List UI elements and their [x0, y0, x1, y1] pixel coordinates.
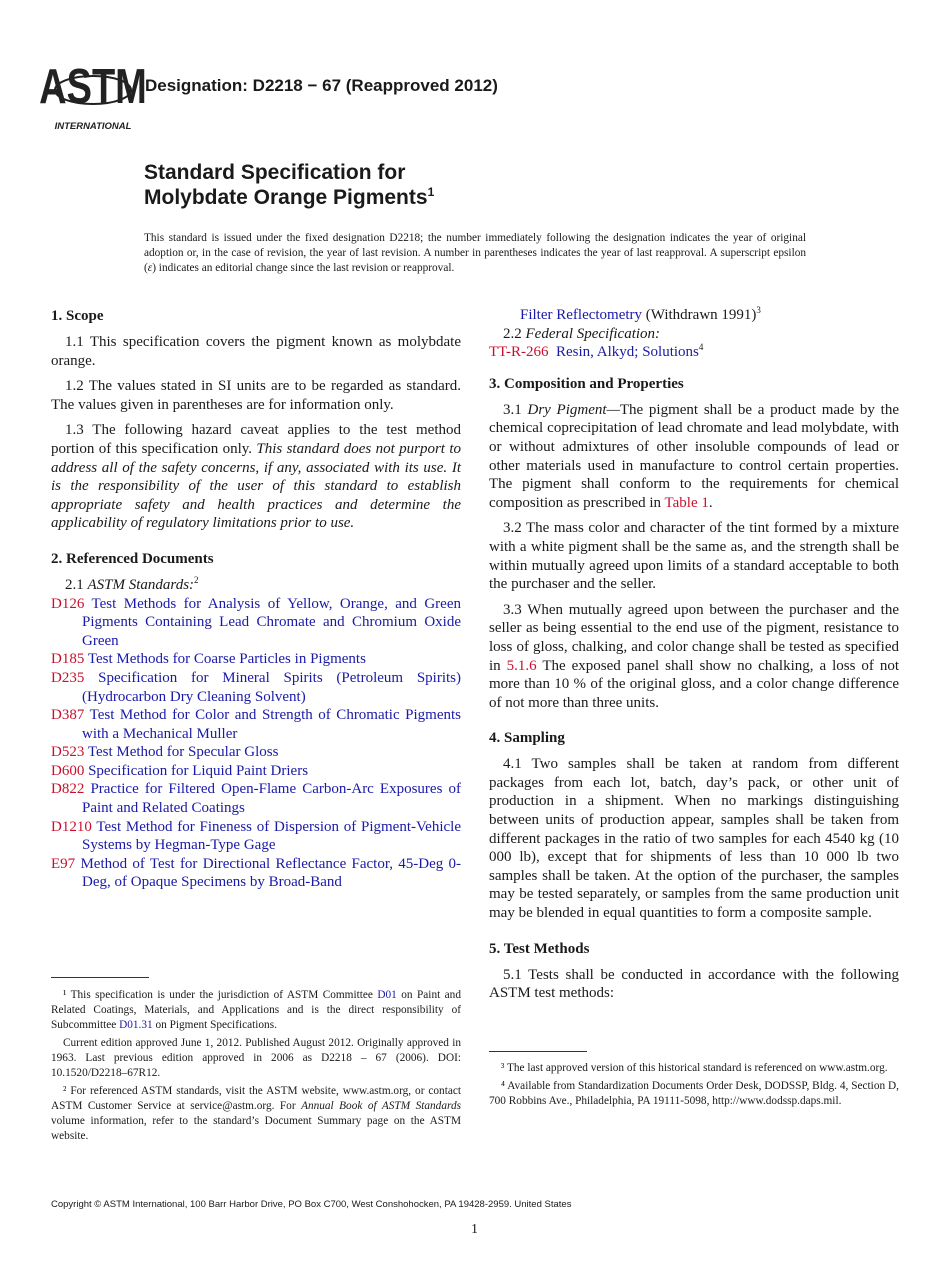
right-column: [489, 306, 899, 1010]
paragraph-4-1: 4.1 Two samples shall be taken at random from different packages from each lot, batch, day’s pack, or other unit of production in a shipment. When no markings distinguishing between units of production appear, samples shall be taken from different packages in the ratio of two samples for each 4540 kg (10 000 lb), except that for shipments of less than 10 000 lb two samples shall be taken. At the option of the purchaser, the samples may be tested separately, or samples from the same production unit may be blended in equal quantities to form a composite sample.: [489, 756, 899, 922]
epsilon: ε: [147, 262, 153, 274]
reference-code[interactable]: D1210: [51, 818, 92, 835]
reference-link[interactable]: Test Method for Fineness of Dispersion of Pigment-Vehicle Systems by Hegman-Type Gage: [82, 818, 461, 854]
subheading: Federal Specification:: [525, 325, 661, 342]
reference-link[interactable]: Test Methods for Analysis of Yellow, Orange, and Green Pigments Containing Lead Chromate and Chromium Oxide Green: [82, 595, 461, 649]
section-heading-composition: 3. Composition and Properties: [489, 375, 684, 392]
reference-code[interactable]: D822: [51, 781, 85, 798]
copyright-notice: Copyright © ASTM International, 100 Barr Harbor Drive, PO Box C700, West Conshohocken, PA 19428-2959. United States: [51, 1199, 572, 1210]
paragraph-3-2: 3.2 The mass color and character of the tint formed by a mixture with a white pigment shall be the same as, and the strength shall be within mutually agreed upon limits of a standard acceptable to both the purchaser and the seller.: [489, 520, 899, 593]
reference-link[interactable]: Test Methods for Coarse Particles in Pigments: [87, 651, 366, 668]
section-heading-test-methods: 5. Test Methods: [489, 940, 590, 957]
intro-note: [144, 231, 806, 276]
footnote-divider: [489, 1051, 587, 1052]
reference-link[interactable]: Resin, Alkyd; Solutions: [555, 344, 699, 361]
footnote-divider: [51, 977, 149, 978]
text: ² For referenced ASTM standards, visit the ASTM website, www.astm.org, or contact ASTM Customer Service at service@astm.org. For: [51, 1085, 461, 1112]
text: on Pigment Specifications.: [152, 1019, 277, 1031]
reference-item: [51, 669, 461, 706]
text: 3.3 When mutually agreed upon between the purchaser and the seller as being essential to the end use of the pigment, resistance to loss of gloss, chalking, and color change shall be tested as specified in: [489, 601, 899, 674]
footnote-ref[interactable]: 4: [698, 342, 704, 353]
text: 1.3 The following hazard caveat applies to the test method portion of this specification only.: [51, 422, 461, 457]
footnotes-left: [51, 988, 461, 1147]
section-heading-referenced-documents: 2. Referenced Documents: [51, 550, 214, 567]
footnote-2: [51, 1084, 461, 1144]
footnote-ref[interactable]: 1: [427, 185, 435, 199]
reference-item: [489, 343, 899, 362]
text: on Paint and Related Coatings, Materials, and Applications and is the direct responsibility of Subcommittee: [51, 989, 461, 1031]
table-link[interactable]: Table 1: [664, 494, 709, 511]
intro-text: ) indicates an editorial change since the last revision or reapproval.: [152, 262, 455, 274]
section-heading-sampling: 4. Sampling: [489, 730, 565, 747]
document-title: [144, 160, 434, 210]
text: The exposed panel shall show no chalking, a loss of not more than 10 % of the original gloss, and a color change difference of not more than three units.: [489, 657, 900, 711]
svg-text:ASTM: ASTM: [39, 59, 147, 115]
reference-item: [51, 780, 461, 817]
text: (Withdrawn 1991): [642, 307, 757, 323]
reference-link[interactable]: Method of Test for Directional Reflectance Factor, 45-Deg 0-Deg, of Opaque Specimens by Broad-Band: [80, 855, 462, 891]
reference-item: [51, 706, 461, 743]
reference-item: [51, 855, 461, 892]
designation: Designation: D2218 − 67 (Reapproved 2012): [145, 76, 498, 95]
committee-link[interactable]: D01: [377, 989, 397, 1001]
title-text: Molybdate Orange Pigments: [144, 186, 428, 209]
footnote-4: ⁴ Available from Standardization Documents Order Desk, DODSSP, Bldg. 4, Section D, 700 Robbins Ave., Philadelphia, PA 19111-5098, http://www.dodssp.daps.mil.: [489, 1080, 899, 1107]
reference-item: [51, 743, 461, 762]
text: Annual Book of ASTM Standards: [301, 1100, 461, 1112]
term: Dry Pigment—: [527, 401, 620, 418]
footnote-3: ³ The last approved version of this historical standard is referenced on www.astm.org.: [501, 1062, 888, 1074]
reference-link[interactable]: Specification for Liquid Paint Driers: [88, 762, 309, 779]
svg-text:INTERNATIONAL: INTERNATIONAL: [54, 121, 132, 132]
reference-item: [51, 595, 461, 651]
reference-link[interactable]: Test Method for Color and Strength of Chromatic Pigments with a Mechanical Muller: [82, 707, 461, 742]
footnotes-right: [489, 1061, 899, 1112]
footnote-1: [51, 988, 461, 1033]
reference-code[interactable]: TT-R-266: [489, 344, 549, 361]
reference-list: [51, 595, 461, 893]
reference-continuation: [489, 306, 899, 325]
reference-code[interactable]: D235: [51, 669, 85, 686]
subheading: ASTM Standards:: [87, 576, 195, 593]
text: 3.1: [503, 401, 528, 418]
paragraph-5-1: 5.1 Tests shall be conducted in accordance with the following ASTM test methods:: [489, 966, 899, 1002]
reference-code[interactable]: D523: [51, 744, 85, 761]
reference-item: [51, 650, 461, 669]
subcommittee-link[interactable]: D01.31: [119, 1019, 153, 1031]
reference-code[interactable]: D387: [51, 707, 85, 724]
text: ¹ This specification is under the jurisdiction of ASTM Committee: [63, 989, 378, 1001]
title-line-1: Standard Specification for: [144, 161, 406, 184]
reference-link[interactable]: Practice for Filtered Open-Flame Carbon-Arc Exposures of Paint and Related Coatings: [82, 781, 461, 817]
text: volume information, refer to the standard’s Document Summary page on the ASTM website.: [51, 1115, 461, 1142]
paragraph-3-1: [489, 401, 899, 513]
safety-caveat: This standard does not purport to address all of the safety concerns, if any, associated with its use. It is the responsibility of the user of this standard to establish appropriate safety and health practices and determine the applicability of regulatory limitations prior to use.: [51, 440, 462, 532]
paragraph-1-2: 1.2 The values stated in SI units are to be regarded as standard. The values given in parentheses are for information only.: [51, 378, 461, 413]
text: The pigment shall be a product made by the chemical coprecipitation of lead chromate and lead molybdate, with or without admixtures of other insoluble compounds of lead or other materials used in manufacture to control certain properties. The pigment shall conform to the requirements for chemical composition as prescribed in: [489, 401, 899, 511]
title-line-2: [144, 185, 434, 210]
footnote-ref[interactable]: 3: [756, 305, 761, 315]
reference-code[interactable]: E97: [51, 855, 76, 872]
reference-link[interactable]: Specification for Mineral Spirits (Petroleum Spirits) (Hydrocarbon Dry Cleaning Solvent): [82, 669, 461, 705]
reference-code[interactable]: D185: [51, 651, 85, 668]
text: 2.1: [65, 576, 88, 593]
page-number: 1: [471, 1222, 478, 1237]
footnote-ref[interactable]: 2: [194, 574, 199, 585]
text: 2.2: [503, 325, 526, 342]
paragraph-2-1: [51, 576, 461, 595]
intro-text: This standard is issued under the fixed designation D2218; the number immediately following the designation indicates the year of original adoption or, in the case of revision, the year of last revision. A number in parentheses indicates the year of last reapproval. A superscript epsilon (: [144, 232, 806, 274]
reference-link[interactable]: Filter Reflectometry: [520, 307, 643, 323]
paragraph-1-1: 1.1 This specification covers the pigment known as molybdate orange.: [51, 334, 461, 369]
paragraph-3-3: [489, 601, 899, 713]
footnote-1-edition: Current edition approved June 1, 2012. Published August 2012. Originally approved in 1963. Last previous edition approved in 2006 as D2218 – 67 (2006). DOI: 10.1520/D2218–67R12.: [51, 1037, 461, 1079]
reference-link[interactable]: Test Method for Specular Gloss: [87, 744, 279, 761]
paragraph-2-2: [489, 325, 899, 344]
section-heading-scope: 1. Scope: [51, 308, 104, 324]
section-link[interactable]: 5.1.6: [506, 657, 537, 674]
paragraph-1-3: [51, 421, 461, 533]
astm-logo: [39, 59, 147, 132]
text: .: [708, 494, 713, 511]
reference-item: [51, 762, 461, 781]
reference-item: [51, 818, 461, 855]
reference-code[interactable]: D600: [51, 762, 85, 779]
reference-code[interactable]: D126: [51, 595, 85, 612]
left-column: [51, 306, 461, 892]
